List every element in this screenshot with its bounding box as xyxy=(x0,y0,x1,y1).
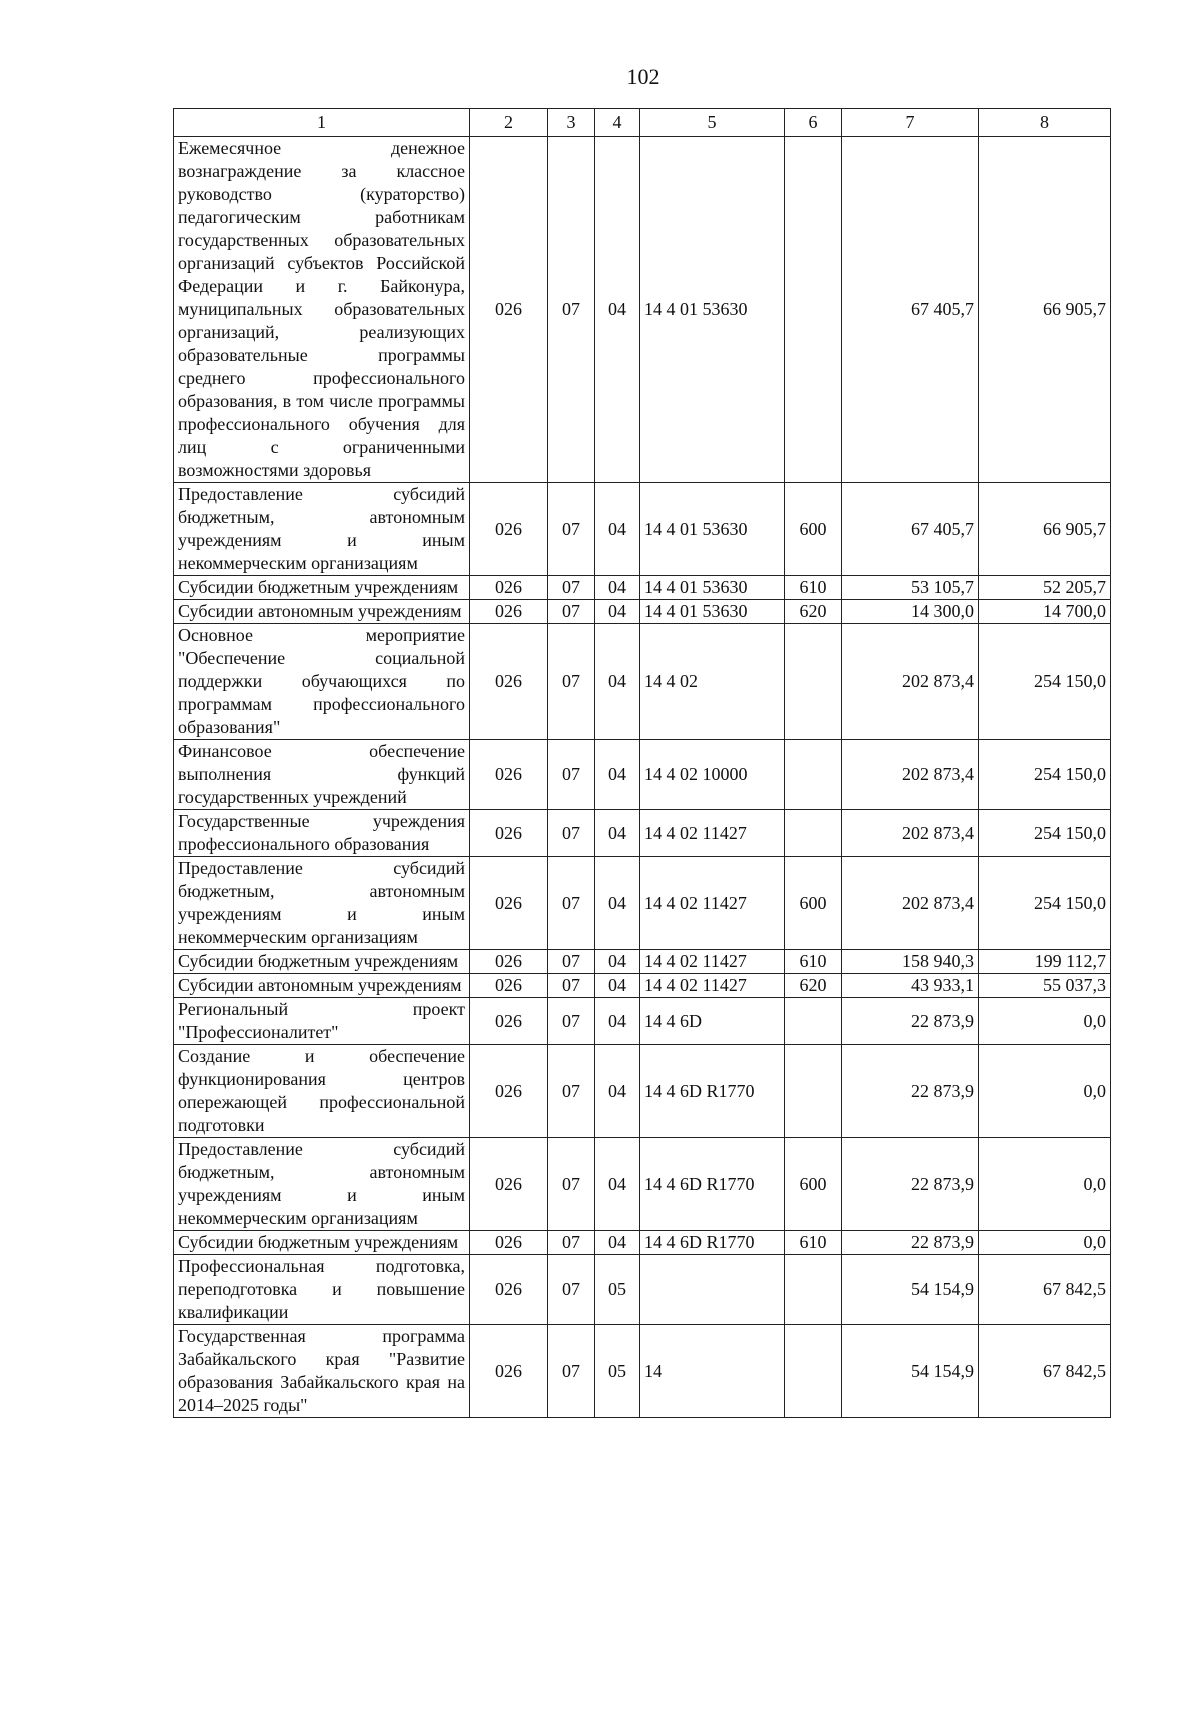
target-article-cell: 14 4 6D R1770 xyxy=(640,1231,785,1255)
target-article-cell: 14 4 02 10000 xyxy=(640,740,785,810)
expense-type-cell: 620 xyxy=(785,974,842,998)
item-name-cell: Предоставление субсидий бюджетным, автономным учреждениям и иным некоммерческим организациям xyxy=(174,483,470,576)
subsection-code-cell: 04 xyxy=(595,810,640,857)
section-code-cell: 07 xyxy=(548,857,595,950)
subsection-code-cell: 04 xyxy=(595,740,640,810)
section-code-cell: 07 xyxy=(548,624,595,740)
amount-year1-cell: 53 105,7 xyxy=(842,576,979,600)
item-name-cell: Предоставление субсидий бюджетным, автономным учреждениям и иным некоммерческим организациям xyxy=(174,1138,470,1231)
table-row xyxy=(174,576,1111,600)
column-header: 1 xyxy=(174,109,470,137)
amount-year2-cell: 67 842,5 xyxy=(979,1325,1111,1418)
subsection-code-cell: 04 xyxy=(595,1045,640,1138)
expense-type-cell: 610 xyxy=(785,1231,842,1255)
table-row xyxy=(174,1325,1111,1418)
amount-year2-cell: 55 037,3 xyxy=(979,974,1111,998)
amount-year2-cell: 0,0 xyxy=(979,998,1111,1045)
expense-type-cell xyxy=(785,740,842,810)
table-row xyxy=(174,810,1111,857)
item-name-cell: Субсидии бюджетным учреждениям xyxy=(174,576,470,600)
item-name-cell: Создание и обеспечение функционирования центров опережающей профессиональной подготовки xyxy=(174,1045,470,1138)
section-code-cell: 07 xyxy=(548,137,595,483)
ministry-code-cell: 026 xyxy=(470,1231,548,1255)
item-name-cell: Региональный проект "Профессионалитет" xyxy=(174,998,470,1045)
ministry-code-cell: 026 xyxy=(470,624,548,740)
item-name-cell: Основное мероприятие "Обеспечение социальной поддержки обучающихся по программам профессионального образования" xyxy=(174,624,470,740)
section-code-cell: 07 xyxy=(548,1045,595,1138)
column-header: 3 xyxy=(548,109,595,137)
table-row xyxy=(174,1045,1111,1138)
target-article-cell xyxy=(640,1255,785,1325)
table-row xyxy=(174,1231,1111,1255)
ministry-code-cell: 026 xyxy=(470,600,548,624)
subsection-code-cell: 04 xyxy=(595,857,640,950)
subsection-code-cell: 04 xyxy=(595,1138,640,1231)
table-row xyxy=(174,483,1111,576)
amount-year2-cell: 0,0 xyxy=(979,1138,1111,1231)
expense-type-cell: 600 xyxy=(785,1138,842,1231)
subsection-code-cell: 05 xyxy=(595,1325,640,1418)
amount-year1-cell: 22 873,9 xyxy=(842,1231,979,1255)
amount-year1-cell: 54 154,9 xyxy=(842,1255,979,1325)
amount-year1-cell: 22 873,9 xyxy=(842,998,979,1045)
table-row xyxy=(174,600,1111,624)
expense-type-cell xyxy=(785,137,842,483)
ministry-code-cell: 026 xyxy=(470,950,548,974)
expense-type-cell xyxy=(785,1045,842,1138)
section-code-cell: 07 xyxy=(548,576,595,600)
amount-year1-cell: 202 873,4 xyxy=(842,740,979,810)
subsection-code-cell: 04 xyxy=(595,624,640,740)
section-code-cell: 07 xyxy=(548,998,595,1045)
column-header: 5 xyxy=(640,109,785,137)
amount-year1-cell: 54 154,9 xyxy=(842,1325,979,1418)
target-article-cell: 14 xyxy=(640,1325,785,1418)
amount-year2-cell: 66 905,7 xyxy=(979,483,1111,576)
expense-type-cell: 600 xyxy=(785,483,842,576)
column-header: 7 xyxy=(842,109,979,137)
target-article-cell: 14 4 6D R1770 xyxy=(640,1138,785,1231)
subsection-code-cell: 04 xyxy=(595,137,640,483)
target-article-cell: 14 4 02 11427 xyxy=(640,950,785,974)
amount-year2-cell: 67 842,5 xyxy=(979,1255,1111,1325)
subsection-code-cell: 04 xyxy=(595,1231,640,1255)
section-code-cell: 07 xyxy=(548,600,595,624)
ministry-code-cell: 026 xyxy=(470,974,548,998)
item-name-cell: Предоставление субсидий бюджетным, автономным учреждениям и иным некоммерческим организациям xyxy=(174,857,470,950)
section-code-cell: 07 xyxy=(548,950,595,974)
subsection-code-cell: 04 xyxy=(595,950,640,974)
table-body xyxy=(174,137,1111,1418)
table-row xyxy=(174,137,1111,483)
amount-year1-cell: 22 873,9 xyxy=(842,1045,979,1138)
target-article-cell: 14 4 6D xyxy=(640,998,785,1045)
target-article-cell: 14 4 01 53630 xyxy=(640,137,785,483)
amount-year2-cell: 14 700,0 xyxy=(979,600,1111,624)
table-row xyxy=(174,1255,1111,1325)
expense-type-cell: 610 xyxy=(785,576,842,600)
item-name-cell: Ежемесячное денежное вознаграждение за классное руководство (кураторство) педагогическим работникам государственных образовательных организаций субъектов Российской Федерации и г. Байконура, муниципальных образовательных организаций, реализующих образовательные программы среднего профессионального образования, в том числе программы профессионального обучения для лиц с ограниченными возможностями здоровья xyxy=(174,137,470,483)
ministry-code-cell: 026 xyxy=(470,576,548,600)
expense-type-cell xyxy=(785,1255,842,1325)
expense-type-cell xyxy=(785,1325,842,1418)
ministry-code-cell: 026 xyxy=(470,998,548,1045)
target-article-cell: 14 4 01 53630 xyxy=(640,483,785,576)
expense-type-cell xyxy=(785,810,842,857)
item-name-cell: Государственная программа Забайкальского края "Развитие образования Забайкальского края на 2014–2025 годы" xyxy=(174,1325,470,1418)
item-name-cell: Государственные учреждения профессионального образования xyxy=(174,810,470,857)
ministry-code-cell: 026 xyxy=(470,1255,548,1325)
target-article-cell: 14 4 6D R1770 xyxy=(640,1045,785,1138)
expense-type-cell: 620 xyxy=(785,600,842,624)
column-header: 8 xyxy=(979,109,1111,137)
item-name-cell: Финансовое обеспечение выполнения функций государственных учреждений xyxy=(174,740,470,810)
ministry-code-cell: 026 xyxy=(470,1325,548,1418)
amount-year2-cell: 254 150,0 xyxy=(979,624,1111,740)
section-code-cell: 07 xyxy=(548,1255,595,1325)
amount-year2-cell: 66 905,7 xyxy=(979,137,1111,483)
table-row xyxy=(174,950,1111,974)
table-row xyxy=(174,857,1111,950)
item-name-cell: Субсидии бюджетным учреждениям xyxy=(174,950,470,974)
target-article-cell: 14 4 02 xyxy=(640,624,785,740)
column-header: 4 xyxy=(595,109,640,137)
ministry-code-cell: 026 xyxy=(470,740,548,810)
ministry-code-cell: 026 xyxy=(470,1138,548,1231)
subsection-code-cell: 04 xyxy=(595,483,640,576)
column-header: 6 xyxy=(785,109,842,137)
amount-year1-cell: 43 933,1 xyxy=(842,974,979,998)
target-article-cell: 14 4 01 53630 xyxy=(640,600,785,624)
section-code-cell: 07 xyxy=(548,483,595,576)
table-row xyxy=(174,624,1111,740)
ministry-code-cell: 026 xyxy=(470,483,548,576)
table-row xyxy=(174,998,1111,1045)
expense-type-cell: 600 xyxy=(785,857,842,950)
amount-year2-cell: 254 150,0 xyxy=(979,810,1111,857)
amount-year2-cell: 0,0 xyxy=(979,1045,1111,1138)
target-article-cell: 14 4 02 11427 xyxy=(640,857,785,950)
expense-type-cell: 610 xyxy=(785,950,842,974)
target-article-cell: 14 4 02 11427 xyxy=(640,810,785,857)
item-name-cell: Субсидии автономным учреждениям xyxy=(174,600,470,624)
column-header: 2 xyxy=(470,109,548,137)
expense-type-cell xyxy=(785,624,842,740)
target-article-cell: 14 4 02 11427 xyxy=(640,974,785,998)
amount-year2-cell: 254 150,0 xyxy=(979,857,1111,950)
header-row xyxy=(174,109,1111,137)
page-number: 102 xyxy=(626,64,660,89)
amount-year1-cell: 14 300,0 xyxy=(842,600,979,624)
section-code-cell: 07 xyxy=(548,810,595,857)
amount-year1-cell: 202 873,4 xyxy=(842,857,979,950)
amount-year2-cell: 199 112,7 xyxy=(979,950,1111,974)
target-article-cell: 14 4 01 53630 xyxy=(640,576,785,600)
table-row xyxy=(174,974,1111,998)
subsection-code-cell: 04 xyxy=(595,600,640,624)
item-name-cell: Профессиональная подготовка, переподготовка и повышение квалификации xyxy=(174,1255,470,1325)
ministry-code-cell: 026 xyxy=(470,1045,548,1138)
amount-year2-cell: 254 150,0 xyxy=(979,740,1111,810)
amount-year1-cell: 22 873,9 xyxy=(842,1138,979,1231)
amount-year1-cell: 67 405,7 xyxy=(842,137,979,483)
item-name-cell: Субсидии автономным учреждениям xyxy=(174,974,470,998)
amount-year1-cell: 202 873,4 xyxy=(842,624,979,740)
amount-year2-cell: 0,0 xyxy=(979,1231,1111,1255)
table-row xyxy=(174,1138,1111,1231)
section-code-cell: 07 xyxy=(548,1325,595,1418)
table-row xyxy=(174,740,1111,810)
ministry-code-cell: 026 xyxy=(470,810,548,857)
amount-year1-cell: 158 940,3 xyxy=(842,950,979,974)
subsection-code-cell: 04 xyxy=(595,974,640,998)
budget-table xyxy=(173,108,1111,1418)
section-code-cell: 07 xyxy=(548,974,595,998)
section-code-cell: 07 xyxy=(548,1138,595,1231)
amount-year2-cell: 52 205,7 xyxy=(979,576,1111,600)
ministry-code-cell: 026 xyxy=(470,137,548,483)
item-name-cell: Субсидии бюджетным учреждениям xyxy=(174,1231,470,1255)
amount-year1-cell: 202 873,4 xyxy=(842,810,979,857)
expense-type-cell xyxy=(785,998,842,1045)
section-code-cell: 07 xyxy=(548,1231,595,1255)
section-code-cell: 07 xyxy=(548,740,595,810)
subsection-code-cell: 04 xyxy=(595,576,640,600)
subsection-code-cell: 05 xyxy=(595,1255,640,1325)
subsection-code-cell: 04 xyxy=(595,998,640,1045)
ministry-code-cell: 026 xyxy=(470,857,548,950)
amount-year1-cell: 67 405,7 xyxy=(842,483,979,576)
